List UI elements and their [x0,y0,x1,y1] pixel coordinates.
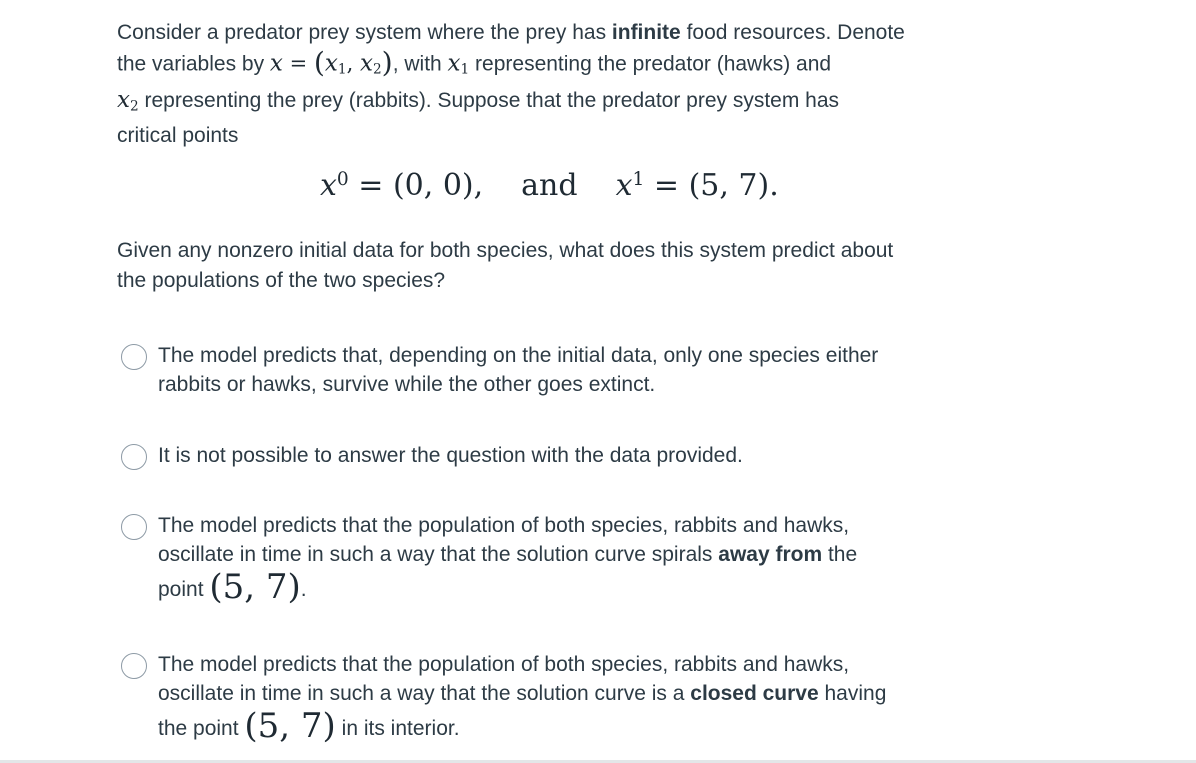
bold-closed-curve: closed curve [690,682,819,705]
answer-option-1[interactable] [121,341,1001,399]
answer-option-4[interactable] [121,650,1001,746]
critical-points-equation: $x^0 = (0$, 0), and $x^1 = (5$, 7). [320,168,779,203]
question-line-1: Consider a predator prey system where the prey has infinite food resources. Denote [117,21,905,44]
radio-button-2[interactable] [121,444,147,470]
bold-infinite: infinite [611,21,681,44]
answer-option-2[interactable] [121,441,1001,470]
question-line-4: critical points [117,124,239,148]
question-line-2: the variables by $x = (x_1$, $x_2$), with $x_1$ representing the predator (hawks) and [117,46,832,79]
question-line-3: $x_2$ representing the prey (rabbits). Suppose that the predator prey system has [117,86,840,115]
and-word: and [521,168,578,203]
radio-button-4[interactable] [121,653,147,679]
math-point-5-7: (5, 7) [209,567,301,607]
answer-option-4-label: The model predicts that the population of both species, rabbits and hawks, oscillate in time in such a way that the solution curve is a closed curve having the point (5, 7) in its interior. [158,653,887,746]
radio-button-1[interactable] [121,344,147,370]
answer-option-1-label: The model predicts that, depending on the initial data, only one species either rabbits or hawks, survive while the other goes extinct. [158,344,879,396]
math-point-5-7: (5, 7) [244,706,336,746]
bold-away-from: away from [718,543,823,566]
answer-option-3[interactable] [121,511,1001,607]
question-text [117,18,1017,151]
question-prompt: Given any nonzero initial data for both species, what does this system predict about the populations of the two species? [117,239,894,292]
answer-option-2-label: It is not possible to answer the question with the data provided. [158,444,743,467]
math-var-x: x [269,50,283,77]
answer-option-3-label: The model predicts that the population of both species, rabbits and hawks, oscillate in time in such a way that the solution curve spirals away from the point (5, 7). [158,514,858,607]
radio-button-3[interactable] [121,514,147,540]
